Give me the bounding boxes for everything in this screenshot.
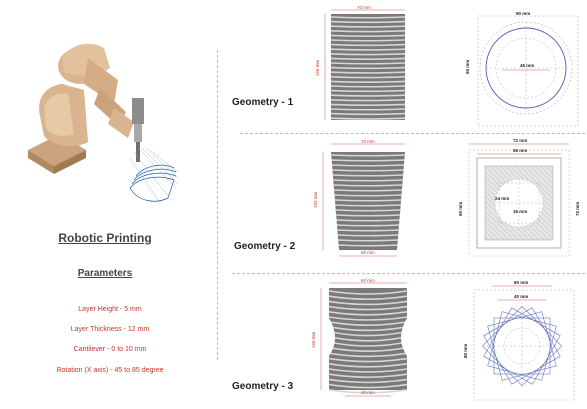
rib-line bbox=[332, 170, 403, 171]
rib-line bbox=[331, 31, 405, 32]
rib-line bbox=[331, 118, 405, 119]
page-title: Robotic Printing bbox=[58, 231, 152, 245]
g1-elev-height-dim: 150 mm bbox=[315, 59, 320, 76]
g3-plan-side-dim: 80 mm bbox=[463, 343, 468, 358]
rib-line bbox=[337, 220, 400, 221]
rib-line bbox=[336, 215, 400, 216]
row-divider-2 bbox=[232, 273, 585, 274]
rib-line bbox=[335, 195, 402, 196]
rib-line bbox=[331, 45, 405, 46]
geometry-3-plan bbox=[456, 278, 584, 404]
rib-line bbox=[331, 26, 405, 27]
rib-line bbox=[331, 86, 405, 87]
g1-plan-outer-dim: 90 mm bbox=[516, 11, 531, 16]
g3-elev-top-dim: 60 mm bbox=[361, 278, 375, 283]
rib-line bbox=[331, 95, 405, 96]
rib-line bbox=[339, 245, 398, 246]
rib-line bbox=[331, 22, 405, 23]
rib-line bbox=[333, 175, 403, 176]
rib-line bbox=[331, 40, 405, 41]
rib-line bbox=[331, 109, 405, 110]
rib-line bbox=[332, 160, 405, 161]
rib-line bbox=[331, 17, 405, 18]
rib-line bbox=[332, 165, 404, 166]
vertical-divider bbox=[217, 50, 218, 360]
robot-illustration bbox=[18, 38, 193, 213]
rib-line bbox=[331, 54, 405, 55]
rib-line bbox=[336, 210, 401, 211]
geometry-2-label: Geometry - 2 bbox=[234, 241, 296, 252]
geometry-2-plan bbox=[455, 134, 585, 264]
rib-line bbox=[331, 68, 405, 69]
g1-elev-top-dim: 70 mm bbox=[357, 6, 371, 10]
param-cantilever: Cantilever - 0 to 10 mm bbox=[73, 346, 147, 353]
rib-line bbox=[331, 72, 405, 73]
rib-line bbox=[331, 114, 405, 115]
rib-line bbox=[334, 185, 403, 186]
param-layer-height: Layer Height - 5 mm bbox=[78, 306, 142, 313]
g2-elev-bottom-dim: 60 mm bbox=[361, 250, 375, 255]
g2-plan-inner-top-dim: 56 mm bbox=[513, 148, 528, 153]
rib-line bbox=[338, 240, 398, 241]
g2-plan-core-b-dim: 16 mm bbox=[513, 209, 528, 214]
rib-line bbox=[334, 190, 402, 191]
rib-line bbox=[335, 200, 401, 201]
rib-line bbox=[331, 49, 405, 50]
g2-plan-core-a-dim: 24 mm bbox=[495, 196, 510, 201]
g2-plan-side-left-dim: 60 mm bbox=[458, 201, 463, 216]
rib-line bbox=[331, 155, 405, 156]
rib-line bbox=[337, 225, 399, 226]
rib-line bbox=[331, 104, 405, 105]
rib-line bbox=[333, 180, 402, 181]
rib-line bbox=[331, 77, 405, 78]
param-rotation: Rotation (X axis) - 45 to 85 degree bbox=[56, 367, 164, 374]
geometry-1-plan bbox=[460, 6, 584, 128]
param-layer-thickness: Layer Thickness - 12 mm bbox=[70, 326, 150, 333]
g2-elev-top-dim: 72 mm bbox=[361, 139, 375, 144]
g2-plan-outer-dim: 72 mm bbox=[513, 138, 528, 143]
rib-line bbox=[335, 205, 400, 206]
g3-plan-inner-dim: 40 mm bbox=[514, 294, 529, 299]
rib-line bbox=[331, 81, 405, 82]
geometry-1-elevation bbox=[305, 6, 425, 128]
geometry-1-label: Geometry - 1 bbox=[232, 97, 294, 108]
rib-line bbox=[331, 58, 405, 59]
geometry-3-label: Geometry - 3 bbox=[232, 381, 294, 392]
g2-elev-height-dim: 150 mm bbox=[313, 191, 318, 208]
rib-line bbox=[331, 35, 405, 36]
parameters-heading: Parameters bbox=[77, 268, 133, 279]
geometry-2-elevation bbox=[305, 138, 425, 262]
rib-line bbox=[331, 63, 405, 64]
g2-plan-side-right-dim: 72 mm bbox=[575, 201, 580, 216]
g1-plan-inner-dim: 45 mm bbox=[520, 63, 535, 68]
rib-line bbox=[338, 235, 398, 236]
g3-plan-outer-dim: 60 mm bbox=[514, 280, 529, 285]
g3-elev-bottom-dim: 40 mm bbox=[361, 390, 375, 395]
g3-elev-height-dim: 150 mm bbox=[311, 331, 316, 348]
rib-line bbox=[331, 100, 405, 101]
rib-line bbox=[337, 230, 398, 231]
rib-line bbox=[331, 91, 405, 92]
g1-plan-side-dim: 65 mm bbox=[465, 59, 470, 74]
geometry-3-elevation bbox=[305, 278, 425, 404]
